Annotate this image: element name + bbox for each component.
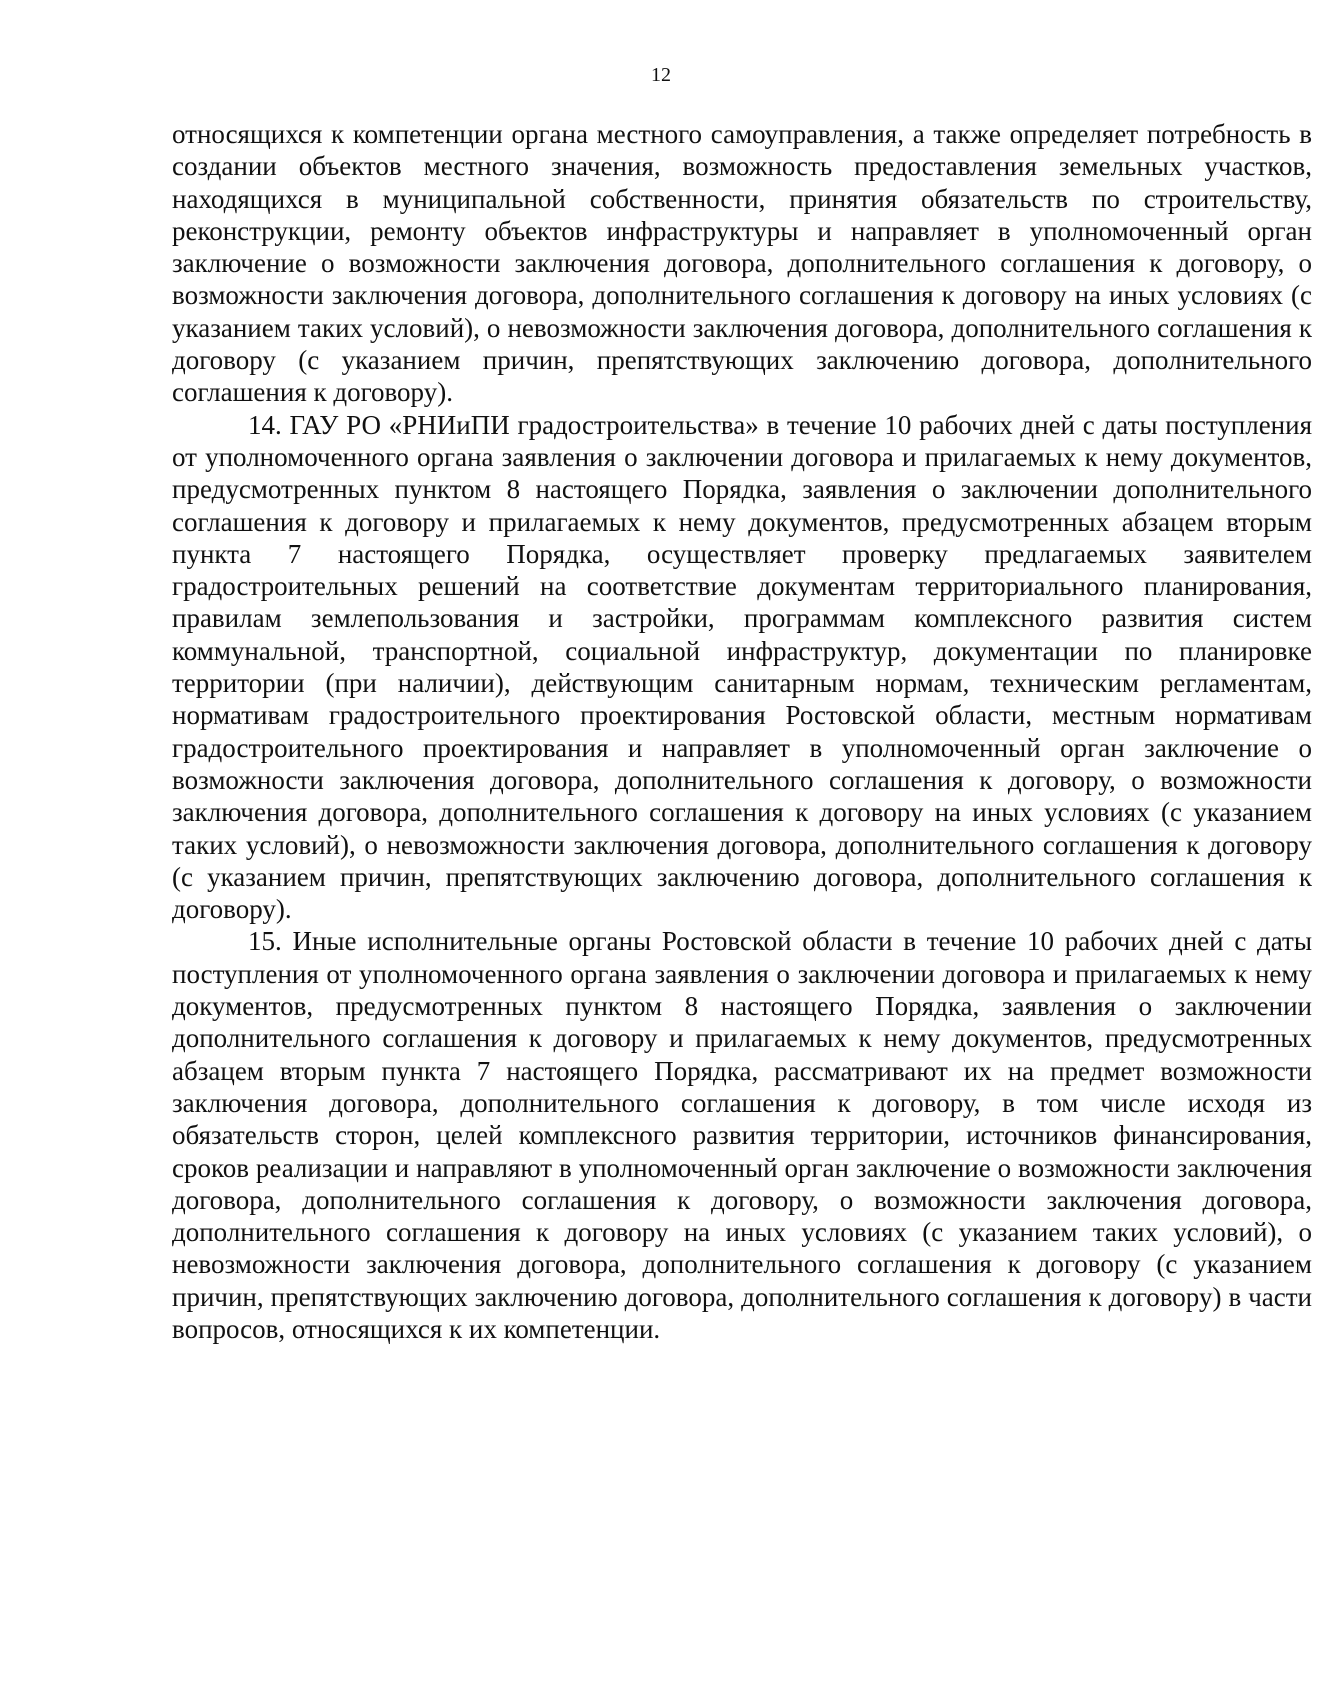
- paragraph-item-15: 15. Иные исполнительные органы Ростовской области в течение 10 рабочих дней с даты поступления от уполномоченного органа заявления о заключении договора и прилагаемых к нему документов, предусмотренных пунктом 8 настоящего Порядка, заявления о заключении дополнительного соглашения к договору и прилагаемых к нему документов, предусмотренных абзацем вторым пункта 7 настоящего Порядка, рассматривают их на предмет возможности заключения договора, дополнительного соглашения к договору, в том числе исходя из обязательств сторон, целей комплексного развития территории, источников финансирования, сроков реализации и направляют в уполномоченный орган заключение о возможности заключения договора, дополнительного соглашения к договору, о возможности заключения договора, дополнительного соглашения к договору на иных условиях (с указанием таких условий), о невозможности заключения договора, дополнительного соглашения к договору (с указанием причин, препятствующих заключению договора, дополнительного соглашения к договору) в части вопросов, относящихся к их компетенции.: [172, 926, 1312, 1344]
- paragraph-continuation: относящихся к компетенции органа местного самоуправления, а также определяет потребность в создании объектов местного значения, возможность предоставления земельных участков, находящихся в муниципальной собственности, принятия обязательств по строительству, реконструкции, ремонту объектов инфраструктуры и направляет в уполномоченный орган заключение о возможности заключения договора, дополнительного соглашения к договору, о возможности заключения договора, дополнительного соглашения к договору на иных условиях (с указанием таких условий), о невозможности заключения договора, дополнительного соглашения к договору (с указанием причин, препятствующих заключению договора, дополнительного соглашения к договору).: [172, 119, 1312, 408]
- page-number: 12: [651, 64, 671, 86]
- document-body: [172, 118, 1312, 1345]
- paragraph-item-14: 14. ГАУ РО «РНИиПИ градостроительства» в течение 10 рабочих дней с даты поступления от уполномоченного органа заявления о заключении договора и прилагаемых к нему документов, предусмотренных пунктом 8 настоящего Порядка, заявления о заключении дополнительного соглашения к договору и прилагаемых к нему документов, предусмотренных абзацем вторым пункта 7 настоящего Порядка, осуществляет проверку предлагаемых заявителем градостроительных решений на соответствие документам территориального планирования, правилам землепользования и застройки, программам комплексного развития систем коммунальной, транспортной, социальной инфраструктур, документации по планировке территории (при наличии), действующим санитарным нормам, техническим регламентам, нормативам градостроительного проектирования Ростовской области, местным нормативам градостроительного проектирования и направляет в уполномоченный орган заключение о возможности заключения договора, дополнительного соглашения к договору, о возможности заключения договора, дополнительного соглашения к договору на иных условиях (с указанием таких условий), о невозможности заключения договора, дополнительного соглашения к договору (с указанием причин, препятствующих заключению договора, дополнительного соглашения к договору).: [172, 409, 1312, 925]
